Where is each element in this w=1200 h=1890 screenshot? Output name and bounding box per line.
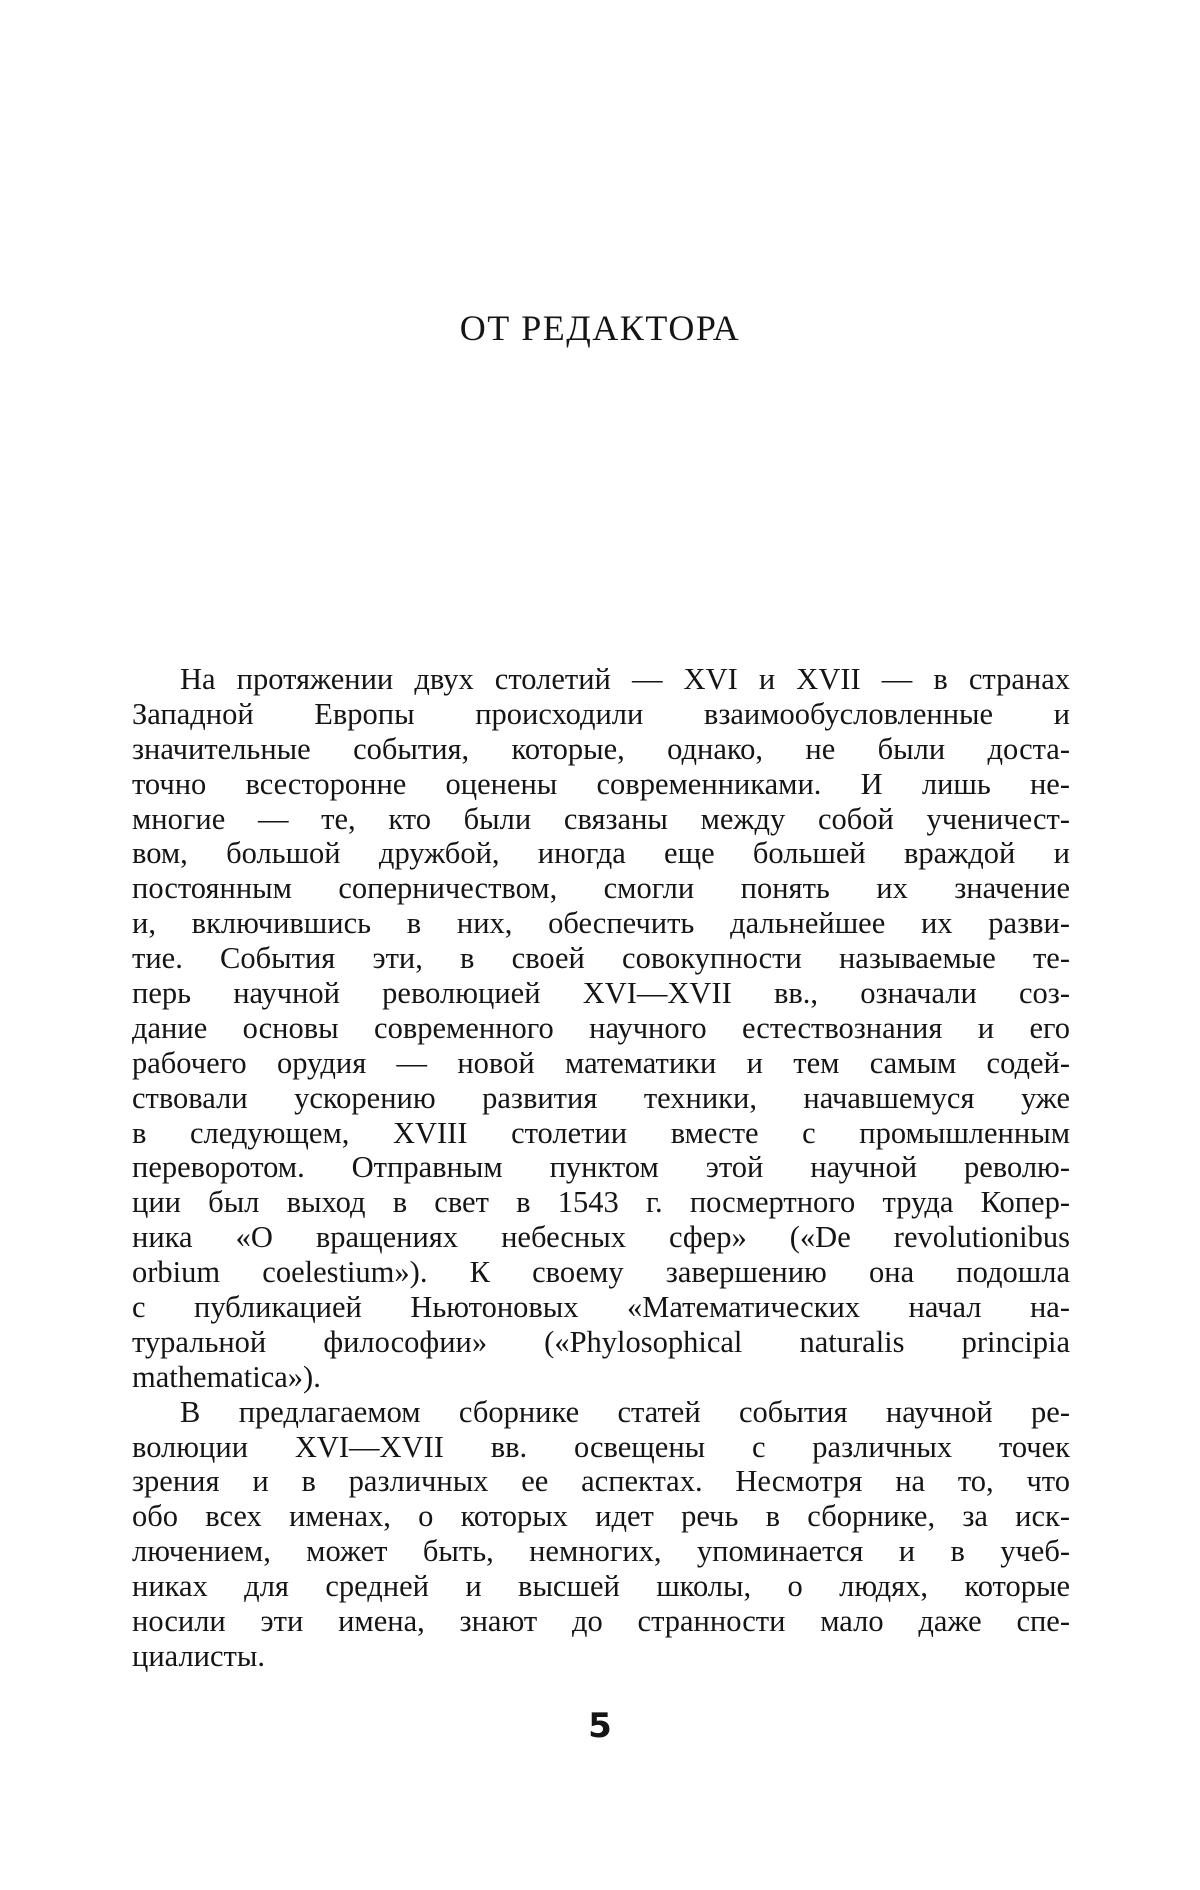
- page-title: ОТ РЕДАКТОРА: [459, 308, 741, 348]
- text-line: вом, большой дружбой, иногда еще большей враждой и: [132, 836, 1070, 871]
- text-line: ника «О вращениях небесных сфер» («De revolutionibus: [132, 1220, 1070, 1255]
- text-line: с публикацией Ньютоновых «Математических начал на-: [132, 1290, 1070, 1325]
- text-line: дание основы современного научного естествознания и его: [132, 1010, 1070, 1045]
- text-line: никах для средней и высшей школы, о людях, которые: [132, 1569, 1070, 1604]
- text-line: orbium coelestium»). К своему завершению она подошла: [132, 1255, 1070, 1290]
- text-line: ствовали ускорению развития техники, начавшемуся уже: [132, 1080, 1070, 1115]
- paragraph-2: [132, 1395, 1070, 1674]
- text-line: тие. События эти, в своей совокупности называемые те-: [132, 941, 1070, 976]
- text-line: ции был выход в свет в 1543 г. посмертного труда Копер-: [132, 1185, 1070, 1220]
- text-line: Западной Европы происходили взаимообусловленные и: [132, 696, 1070, 731]
- text-line: На протяжении двух столетий — XVI и XVII — в странах: [180, 662, 1070, 696]
- text-line: волюции XVI—XVII вв. освещены с различных точек: [132, 1429, 1070, 1464]
- text-line: переворотом. Отправным пунктом этой научной револю-: [132, 1150, 1070, 1185]
- text-line: перь научной революцией XVI—XVII вв., означали соз-: [132, 976, 1070, 1011]
- body-text: [132, 662, 1070, 1674]
- text-line: и, включившись в них, обеспечить дальнейшее их разви-: [132, 906, 1070, 941]
- page-number: 5: [588, 1706, 612, 1746]
- paragraph-1: [132, 662, 1070, 1395]
- text-line: постоянным соперничеством, смогли понять их значение: [132, 871, 1070, 906]
- text-line: циалисты.: [132, 1638, 265, 1673]
- text-line: в следующем, XVIII столетии вместе с промышленным: [132, 1115, 1070, 1150]
- text-line: туральной философии» («Phylosophical naturalis principia: [132, 1324, 1070, 1359]
- text-line: точно всесторонне оценены современниками. И лишь не-: [132, 766, 1070, 801]
- text-line: лючением, может быть, немногих, упоминается и в учеб-: [132, 1534, 1070, 1569]
- text-line: значительные события, которые, однако, не были доста-: [132, 731, 1070, 766]
- text-line: рабочего орудия — новой математики и тем самым содей-: [132, 1045, 1070, 1080]
- text-line: носили эти имена, знают до странности мало даже спе-: [132, 1604, 1070, 1639]
- text-line: mathematica»).: [132, 1359, 321, 1394]
- text-line: многие — те, кто были связаны между собой ученичест-: [132, 801, 1070, 836]
- text-line: зрения и в различных ее аспектах. Несмотря на то, что: [132, 1464, 1070, 1499]
- text-line: В предлагаемом сборнике статей события научной ре-: [180, 1394, 1070, 1429]
- text-line: обо всех именах, о которых идет речь в сборнике, за иск-: [132, 1499, 1070, 1534]
